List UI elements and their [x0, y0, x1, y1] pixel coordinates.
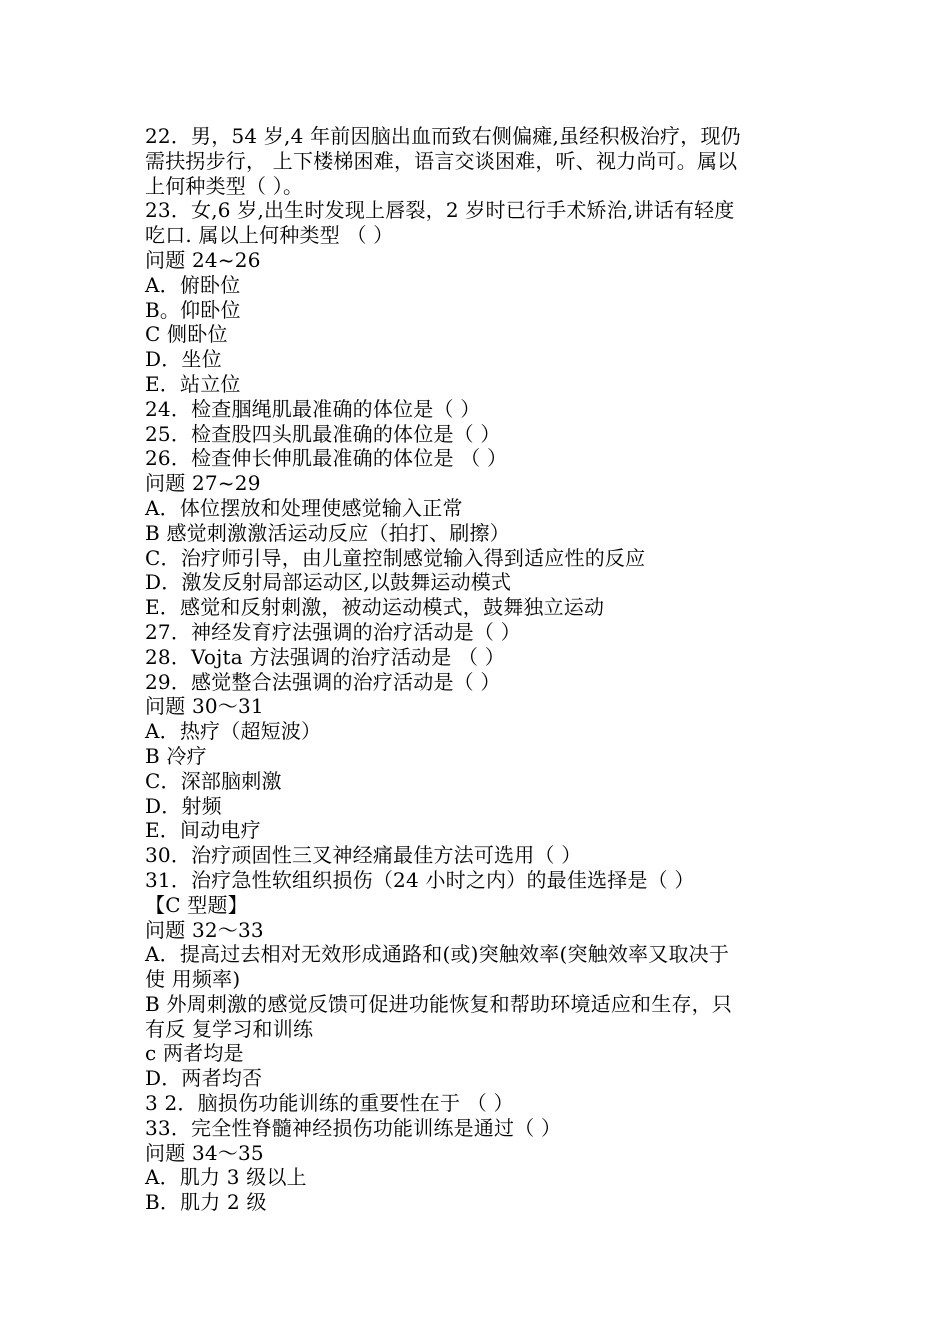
text-line: 需扶拐步行， 上下楼梯困难，语言交谈困难，听、视力尚可。属以 [145, 148, 738, 173]
question-line: 30．治疗顽固性三叉神经痛最佳方法可选用（ ） [145, 843, 582, 868]
option-line: E．间动电疗 [145, 818, 261, 843]
option-line: D．激发反射局部运动区,以鼓舞运动模式 [145, 570, 512, 595]
option-line: 有反 复学习和训练 [145, 1016, 314, 1041]
option-line: D．射频 [145, 793, 222, 818]
option-line: 使 用频率) [145, 967, 241, 992]
option-line: B 冷疗 [145, 743, 207, 768]
option-line: A．热疗（超短波） [145, 719, 322, 744]
section-heading: 问题 24~26 [145, 247, 261, 272]
option-line: B 外周刺激的感觉反馈可促进功能恢复和帮助环境适应和生存，只 [145, 991, 733, 1016]
option-line: C 侧卧位 [145, 322, 228, 347]
document-body [145, 124, 811, 1215]
question-line: 28．Vojta 方法强调的治疗活动是 （ ） [145, 644, 505, 669]
option-line: A．肌力 3 级以上 [145, 1165, 307, 1190]
section-heading: 问题 27~29 [145, 471, 261, 496]
option-line: B。仰卧位 [145, 297, 241, 322]
option-line: B 感觉刺激激活运动反应（拍打、刷擦） [145, 520, 510, 545]
option-line: D．坐位 [145, 347, 222, 372]
question-line: 25．检查股四头肌最准确的体位是（ ） [145, 421, 501, 446]
option-line: c 两者均是 [145, 1041, 244, 1066]
section-heading: 问题 34～35 [145, 1140, 264, 1165]
text-line: 22．男，54 岁,4 年前因脑出血而致右侧偏瘫,虽经积极治疗，现仍 [145, 124, 741, 148]
option-line: C．治疗师引导，由儿童控制感觉输入得到适应性的反应 [145, 545, 646, 570]
text-line: 上何种类型（ ）。 [145, 173, 304, 198]
question-line: 3 2．脑损伤功能训练的重要性在于 （ ） [145, 1091, 514, 1116]
section-title: 【C 型题】 [145, 892, 248, 917]
text-line: 吃口. 属以上何种类型 （ ） [145, 223, 394, 248]
question-line: 27．神经发育疗法强调的治疗活动是（ ） [145, 619, 521, 644]
option-line: D．两者均否 [145, 1066, 263, 1091]
question-line: 29．感觉整合法强调的治疗活动是（ ） [145, 669, 501, 694]
text-line: 23．女,6 岁,出生时发现上唇裂，2 岁时已行手术矫治,讲话有轻度 [145, 198, 735, 223]
question-line: 26．检查伸长伸肌最准确的体位是 （ ） [145, 446, 508, 471]
option-line: A．提高过去相对无效形成通路和(或)突触效率(突触效率又取决于 [145, 942, 730, 967]
question-line: 33．完全性脊髓神经损伤功能训练是通过（ ） [145, 1115, 562, 1140]
option-line: B．肌力 2 级 [145, 1190, 267, 1215]
option-line: A．俯卧位 [145, 272, 241, 297]
option-line: E．站立位 [145, 371, 241, 396]
option-line: A．体位摆放和处理使感觉输入正常 [145, 495, 463, 520]
question-line: 31．治疗急性软组织损伤（24 小时之内）的最佳选择是（ ） [145, 867, 695, 892]
option-line: C．深部脑刺激 [145, 768, 282, 793]
section-heading: 问题 30～31 [145, 694, 264, 719]
question-line: 24．检查腘绳肌最准确的体位是（ ） [145, 396, 481, 421]
option-line: E．感觉和反射刺激，被动运动模式，鼓舞独立运动 [145, 595, 605, 620]
section-heading: 问题 32～33 [145, 917, 264, 942]
